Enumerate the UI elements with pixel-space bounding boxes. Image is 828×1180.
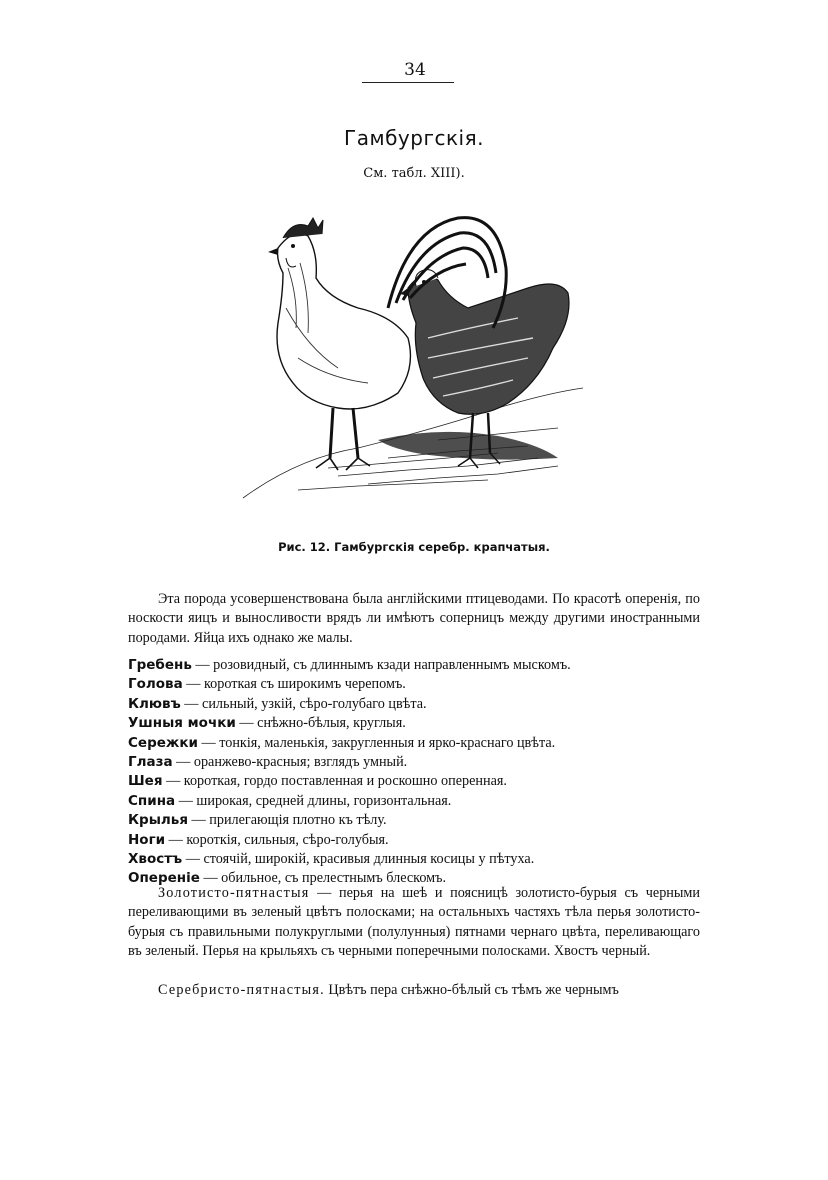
feature-desc: — короткая, гордо поставленная и роскошно оперенная. bbox=[162, 773, 507, 790]
page-number-rule bbox=[362, 82, 454, 83]
variety-description: Цвѣтъ пера снѣжно-бѣлый съ тѣмъ же чернымъ bbox=[324, 982, 619, 998]
variety-name: Золотисто-пятнастыя bbox=[158, 885, 310, 901]
silver-spangled-paragraph bbox=[128, 981, 700, 1000]
feature-term: Шея bbox=[128, 773, 163, 790]
feature-back bbox=[128, 792, 700, 811]
feature-term: Спина bbox=[128, 792, 176, 809]
section-title: Гамбургскія. bbox=[344, 126, 484, 150]
feature-term: Гребень bbox=[128, 657, 192, 673]
ground-shadow bbox=[378, 432, 558, 460]
feature-wattles bbox=[128, 734, 700, 753]
feature-term: Ноги bbox=[128, 831, 166, 848]
feature-term: Хвостъ bbox=[128, 851, 183, 868]
feature-legs bbox=[128, 831, 700, 850]
intro-paragraph: Эта порода усовершенствована была англійскими птицеводами. По красотѣ оперенія, по носкости яицъ и выносливости врядъ ли имѣютъ соперницъ между другими иностранными породами. Яйца ихъ однако же малы. bbox=[128, 591, 700, 646]
feature-eyes bbox=[128, 753, 700, 772]
table-reference: См. табл. XIII). bbox=[363, 166, 465, 181]
page-number: 34 bbox=[404, 60, 426, 80]
feature-wings bbox=[128, 811, 700, 830]
feature-desc: — прилегающія плотно къ тѣлу. bbox=[188, 812, 387, 829]
rooster-figure bbox=[268, 218, 410, 470]
feature-term: Сережки bbox=[128, 734, 198, 751]
caption-prefix: Рис. 12. bbox=[278, 540, 331, 554]
feature-term: Глаза bbox=[128, 754, 173, 771]
figure-caption bbox=[0, 540, 828, 554]
feature-desc: — стоячій, широкій, красивыя длинныя косицы у пѣтуха. bbox=[182, 851, 535, 868]
feature-desc: — короткая съ широкимъ черепомъ. bbox=[182, 676, 406, 693]
feature-desc: — короткія, сильныя, сѣро-голубыя. bbox=[165, 831, 389, 848]
caption-title: Гамбургскія серебр. крапчатыя. bbox=[334, 540, 550, 554]
feature-desc: — розовидный, съ длиннымъ кзади направленнымъ мыскомъ. bbox=[191, 657, 571, 673]
feature-term: Опереніе bbox=[128, 870, 200, 887]
variety-name: Серебристо-пятнастыя. bbox=[158, 982, 325, 998]
feature-desc: — тонкія, маленькія, закругленныя и ярко-краснаго цвѣта. bbox=[197, 734, 556, 751]
variety-description: — перья на шеѣ и поясницѣ золотисто-бурыя съ черными переливающими въ зеленый цвѣтъ полосками; на остальныхъ частяхъ тѣла перья золотисто-бурыя съ правильными полукруглыми (полулунныя) пятнами чернаго цвѣта, переливающаго въ зеленый. Перья на крыльяхъ съ черными поперечными полосками. Хвостъ черный. bbox=[128, 885, 700, 960]
feature-desc: — широкая, средней длины, горизонтальная. bbox=[175, 792, 452, 809]
feature-tail bbox=[128, 850, 700, 869]
feature-term: Клювъ bbox=[128, 695, 181, 712]
feature-term: Крылья bbox=[128, 812, 188, 829]
feature-desc: — оранжево-красныя; взглядъ умный. bbox=[172, 754, 408, 771]
feature-beak bbox=[128, 695, 700, 714]
feature-desc: — сильный, узкій, сѣро-голубаго цвѣта. bbox=[180, 695, 427, 712]
feature-earlobes bbox=[128, 714, 700, 733]
feature-neck bbox=[128, 772, 700, 791]
hamburg-chickens-illustration bbox=[238, 208, 588, 508]
golden-spangled-paragraph bbox=[128, 884, 700, 962]
feature-head bbox=[128, 675, 700, 694]
feature-term: Ушныя мочки bbox=[128, 715, 236, 732]
feature-term: Голова bbox=[128, 676, 183, 693]
feature-desc: — обильное, съ прелестнымъ блескомъ. bbox=[199, 870, 447, 887]
features-list bbox=[128, 656, 700, 889]
feature-comb bbox=[128, 656, 700, 675]
feature-desc: — снѣжно-бѣлыя, круглыя. bbox=[235, 715, 406, 732]
